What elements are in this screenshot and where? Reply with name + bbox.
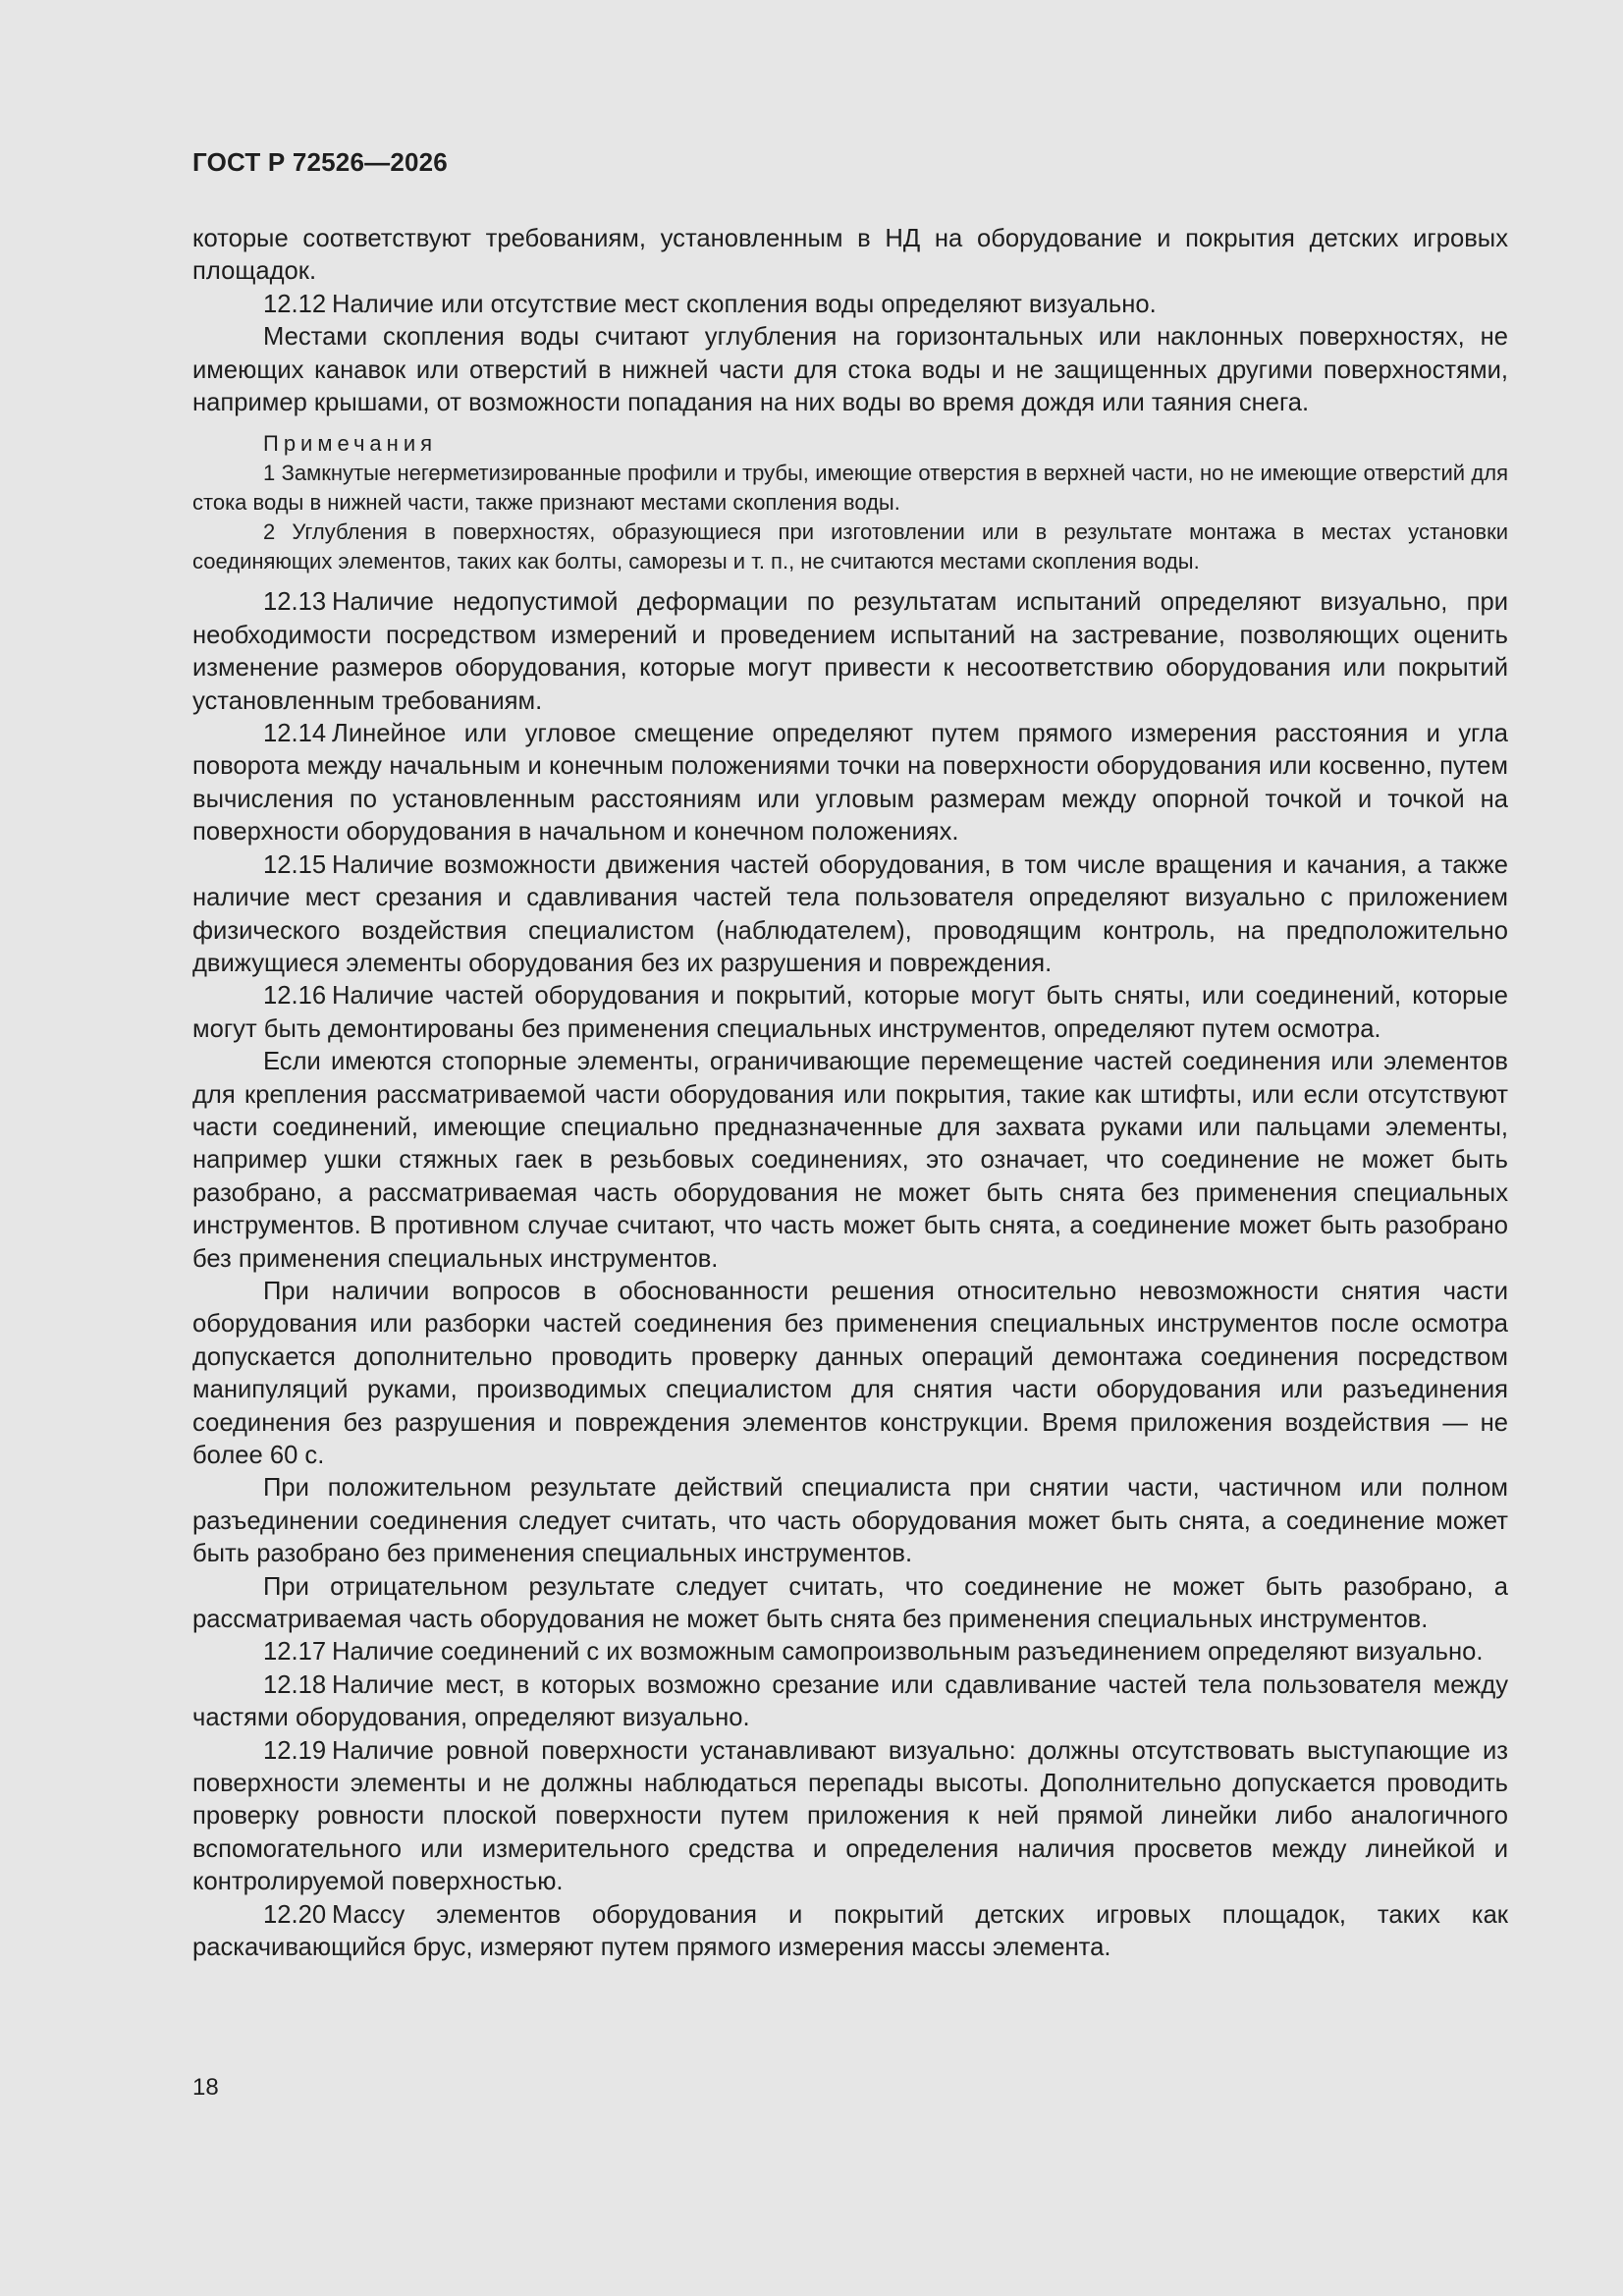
notes-block	[192, 429, 1508, 576]
paragraph-text: Наличие или отсутствие мест скопления воды определяют визуально.	[332, 290, 1157, 318]
paragraph-text: При отрицательном результате следует считать, что соединение не может быть разобрано, а рассматриваемая часть оборудования не может быть снята без применения специальных инструментов.	[192, 1572, 1508, 1634]
paragraph	[192, 289, 1508, 321]
paragraph-text: Наличие возможности движения частей оборудования, в том числе вращения и качания, а также наличие мест срезания и сдавливания частей тела пользователя определяют визуально с приложением физического воздействия специалистом (наблюдателем), проводящим контроль, на предположительно движущиеся элементы оборудования без их разрушения и повреждения.	[192, 850, 1508, 977]
page-number: 18	[192, 2074, 219, 2101]
paragraph-text: Массу элементов оборудования и покрытий детских игровых площадок, таких как раскачивающийся брус, измеряют путем прямого измерения массы элемента.	[192, 1900, 1508, 1962]
clause-number: 12.15	[263, 850, 327, 879]
paragraph-text: которые соответствуют требованиям, установленным в НД на оборудование и покрытия детских игровых площадок.	[192, 225, 1508, 286]
paragraph	[192, 1735, 1508, 1899]
paragraph	[192, 849, 1508, 981]
clause-number: 12.16	[263, 982, 327, 1011]
clause-number: 12.20	[263, 1900, 327, 1929]
paragraph-text: При наличии вопросов в обоснованности решения относительно невозможности снятия части оборудования или разборки частей соединения без применения специальных инструментов после осмотра допускается дополнительно проводить проверку данных операций демонтажа соединения посредством манипуляций руками, производимых специалистом для снятия части оборудования или разъединения соединения без разрушения и повреждения элементов конструкции. Время приложения воздействия — не более 60 с.	[192, 1277, 1508, 1469]
clause-number: 12.12	[263, 290, 327, 318]
paragraph-text: Наличие недопустимой деформации по результатам испытаний определяют визуально, при необходимости посредством измерений и проведением испытаний на застревание, позволяющих оценить изменение размеров оборудования, которые могут привести к несоответствию оборудования или покрытий установленным требованиям.	[192, 588, 1508, 715]
paragraph-text: Линейное или угловое смещение определяют путем прямого измерения расстояния и угла поворота между начальным и конечным положениями точки на поверхности оборудования или косвенно, путем вычисления по установленным расстояниям или угловым размерам между опорной точкой и точкой на поверхности оборудования в начальном и конечном положениях.	[192, 720, 1508, 847]
clause-number: 12.19	[263, 1736, 327, 1765]
paragraph-text: При положительном результате действий специалиста при снятии части, частичном или полном разъединении соединения следует считать, что часть оборудования может быть снята, а соединение может быть разобрано без применения специальных инструментов.	[192, 1474, 1508, 1568]
paragraph	[192, 980, 1508, 1046]
paragraph	[192, 1276, 1508, 1472]
paragraph-text: Если имеются стопорные элементы, ограничивающие перемещение частей соединения или элементов для крепления рассматриваемой части оборудования или покрытия, такие как штифты, или если отсутствуют части соединений, имеющие специально предназначенные для захвата руками или пальцами элементы, например ушки стяжных гаек в резьбовых соединениях, это означает, что соединение не может быть разобрано, а рассматриваемая часть оборудования не может быть снята без применения специальных инструментов. В противном случае считают, что часть может быть снята, а соединение может быть разобрано без применения специальных инструментов.	[192, 1048, 1508, 1273]
clause-number: 12.18	[263, 1670, 327, 1699]
paragraph	[192, 1571, 1508, 1637]
paragraph	[192, 1472, 1508, 1570]
paragraph	[192, 1669, 1508, 1735]
paragraph	[192, 321, 1508, 419]
clause-number: 12.14	[263, 720, 327, 748]
paragraph	[192, 1899, 1508, 1965]
paragraph	[192, 223, 1508, 289]
clause-number: 12.17	[263, 1638, 327, 1667]
paragraph-text: Наличие соединений с их возможным самопроизвольным разъединением определяют визуально.	[332, 1638, 1484, 1667]
document-body	[192, 223, 1508, 1965]
document-header: ГОСТ Р 72526—2026	[192, 147, 448, 177]
paragraph-text: Наличие ровной поверхности устанавливают визуально: должны отсутствовать выступающие из поверхности элементы и не должны наблюдаться перепады высоты. Дополнительно допускается проводить проверку ровности плоской поверхности путем приложения к ней прямой линейки либо аналогичного вспомогательного или измерительного средства и определения наличия просветов между линейкой и контролируемой поверхностью.	[192, 1736, 1508, 1896]
paragraph-text: Местами скопления воды считают углубления на горизонтальных или наклонных поверхностях, не имеющих канавок или отверстий в нижней части для стока воды и не защищенных другими поверхностями, например крышами, от возможности попадания на них воды во время дождя или таяния снега.	[192, 323, 1508, 417]
notes-title: Примечания	[263, 431, 438, 457]
paragraph	[192, 586, 1508, 718]
clause-number: 12.13	[263, 588, 327, 617]
paragraph	[192, 718, 1508, 849]
paragraph-text: Наличие мест, в которых возможно срезание или сдавливание частей тела пользователя между частями оборудования, определяют визуально.	[192, 1670, 1508, 1732]
paragraph	[192, 1046, 1508, 1276]
paragraph	[192, 1636, 1508, 1668]
note-item: 2 Углубления в поверхностях, образующиеся при изготовлении или в результате монтажа в местах установки соединяющих элементов, таких как болты, саморезы и т. п., не считаются местами скопления воды.	[192, 519, 1508, 574]
paragraph-text: Наличие частей оборудования и покрытий, которые могут быть сняты, или соединений, которые могут быть демонтированы без применения специальных инструментов, определяют путем осмотра.	[192, 982, 1508, 1043]
note-item: 1 Замкнутые негерметизированные профили и трубы, имеющие отверстия в верхней части, но не имеющие отверстий для стока воды в нижней части, также признают местами скопления воды.	[192, 461, 1508, 516]
